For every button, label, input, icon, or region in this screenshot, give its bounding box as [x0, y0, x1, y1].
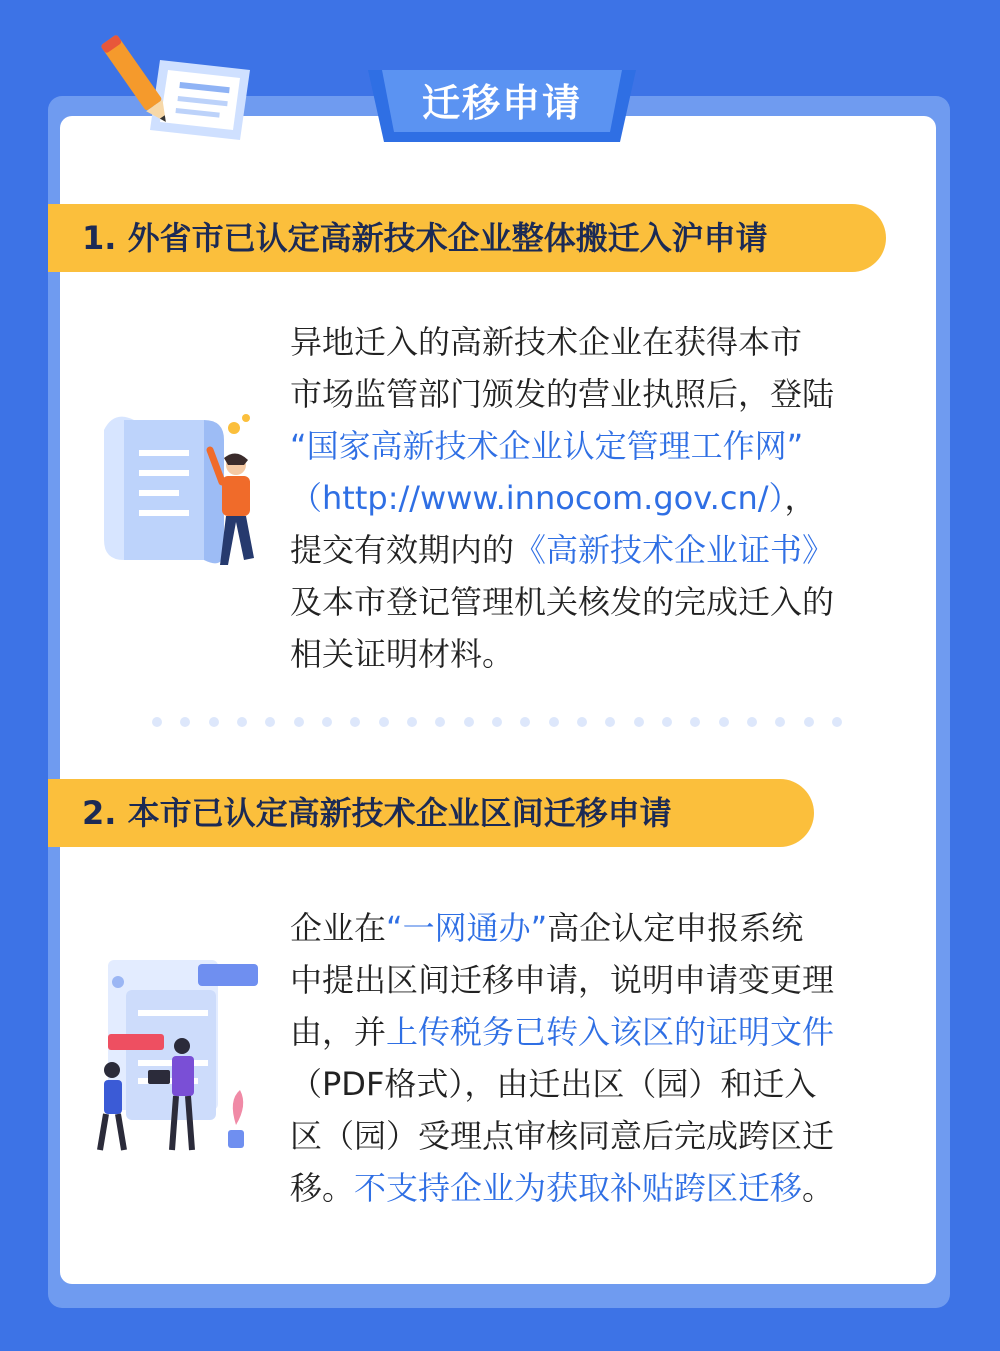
section-2-paragraph — [290, 902, 918, 1214]
section-1-heading: 1. 外省市已认定高新技术企业整体搬迁入沪申请 — [82, 219, 768, 257]
body-text: 提交有效期内的 — [290, 531, 515, 569]
body-text: 由，并 — [290, 1013, 387, 1051]
team-dashboard-illustration — [78, 950, 268, 1170]
dotted-divider — [152, 712, 842, 732]
text-line — [290, 472, 918, 524]
body-text: 区（园）受理点审核同意后完成跨区迁 — [290, 1117, 835, 1155]
text-line — [290, 902, 918, 954]
section-2-heading: 2. 本市已认定高新技术企业区间迁移申请 — [82, 794, 672, 832]
paper-roll-illustration — [84, 410, 264, 580]
highlighted-text: “国家高新技术企业认定管理工作网” — [290, 427, 804, 465]
body-text: （PDF格式），由迁出区（园）和迁入 — [290, 1065, 817, 1103]
body-text: 异地迁入的高新技术企业在获得本市 — [290, 323, 803, 361]
section-1-banner — [48, 204, 886, 272]
section-1-paragraph — [290, 316, 918, 680]
pencil-icon — [100, 30, 270, 170]
text-line — [290, 524, 918, 576]
text-line — [290, 316, 918, 368]
text-line — [290, 628, 918, 680]
body-text: 移。 — [290, 1169, 355, 1207]
text-line — [290, 954, 918, 1006]
title-tab — [368, 70, 636, 142]
page-title: 迁移申请 — [421, 81, 582, 125]
section-2-banner — [48, 779, 814, 847]
body-text: 中提出区间迁移申请，说明申请变更理 — [290, 961, 835, 999]
text-line — [290, 576, 918, 628]
body-text: ， — [784, 479, 817, 517]
text-line — [290, 1058, 918, 1110]
text-line — [290, 1110, 918, 1162]
text-line — [290, 368, 918, 420]
highlighted-text: 《高新技术企业证书》 — [514, 531, 835, 569]
highlighted-text: “一网通办” — [386, 909, 548, 947]
body-text: 市场监管部门颁发的营业执照后，登陆 — [290, 375, 835, 413]
text-line — [290, 420, 918, 472]
text-line — [290, 1162, 918, 1214]
highlighted-text: 不支持企业为获取补贴跨区迁移 — [354, 1169, 803, 1207]
body-text: 企业在 — [290, 909, 387, 947]
body-text: 及本市登记管理机关核发的完成迁入的 — [290, 583, 835, 621]
body-text: 高企认定申报系统 — [547, 909, 804, 947]
text-line — [290, 1006, 918, 1058]
highlighted-text: （http://www.innocom.gov.cn/） — [290, 479, 785, 517]
body-text: 相关证明材料。 — [290, 635, 515, 673]
highlighted-text: 上传税务已转入该区的证明文件 — [386, 1013, 835, 1051]
body-text: 。 — [802, 1169, 835, 1207]
